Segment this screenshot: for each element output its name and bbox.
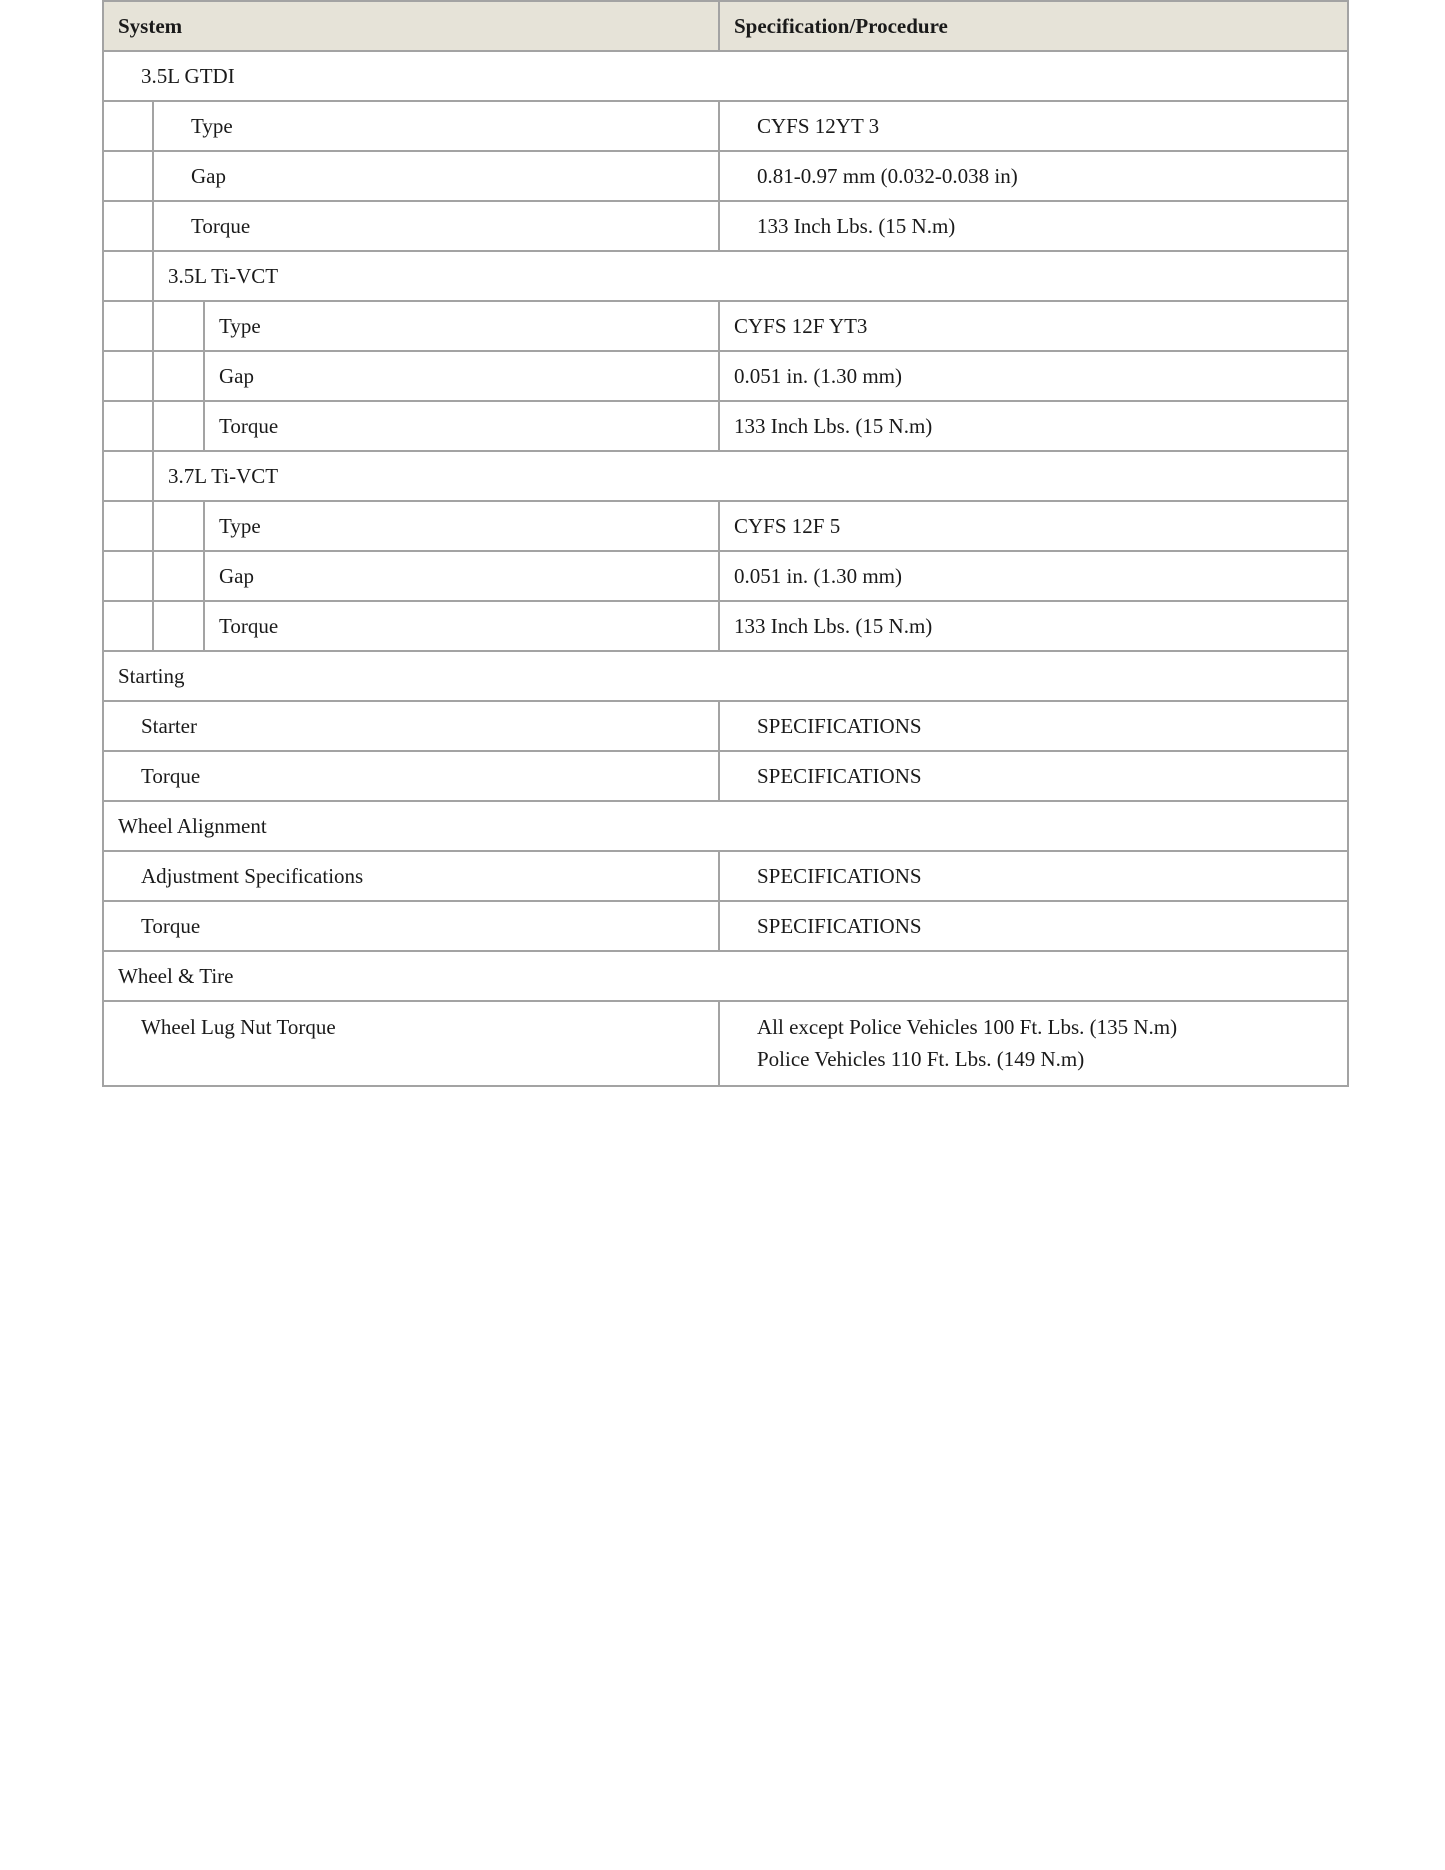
table-row <box>103 201 1348 251</box>
section-label: Wheel Alignment <box>103 801 1348 851</box>
table-row <box>103 351 1348 401</box>
section-label: Wheel & Tire <box>103 951 1348 1001</box>
section-row-starting <box>103 651 1348 701</box>
table-row <box>103 601 1348 651</box>
indent-cell <box>103 251 153 301</box>
indent-cell <box>103 351 153 401</box>
group-row-tivct-37 <box>103 451 1348 501</box>
row-value: 0.81-0.97 mm (0.032-0.038 in) <box>719 151 1348 201</box>
row-value: CYFS 12F 5 <box>719 501 1348 551</box>
row-label: Adjustment Specifications <box>103 851 719 901</box>
specifications-table <box>102 0 1349 1087</box>
indent-cell <box>153 301 204 351</box>
row-value <box>719 1001 1348 1086</box>
group-label: 3.7L Ti-VCT <box>153 451 1348 501</box>
row-value: 133 Inch Lbs. (15 N.m) <box>719 201 1348 251</box>
value-line: All except Police Vehicles 100 Ft. Lbs. (135 N.m) <box>757 1015 1178 1039</box>
row-value: SPECIFICATIONS <box>719 701 1348 751</box>
indent-cell <box>103 501 153 551</box>
table-row <box>103 101 1348 151</box>
row-value: 133 Inch Lbs. (15 N.m) <box>719 601 1348 651</box>
indent-cell <box>153 551 204 601</box>
indent-cell <box>103 551 153 601</box>
section-row-wheel-alignment <box>103 801 1348 851</box>
indent-cell <box>103 201 153 251</box>
row-value: CYFS 12F YT3 <box>719 301 1348 351</box>
row-label: Gap <box>153 151 719 201</box>
row-value: 0.051 in. (1.30 mm) <box>719 551 1348 601</box>
row-label: Starter <box>103 701 719 751</box>
indent-cell <box>103 451 153 501</box>
table-row <box>103 151 1348 201</box>
table-row <box>103 851 1348 901</box>
table-row <box>103 1001 1348 1086</box>
group-label: 3.5L GTDI <box>103 51 1348 101</box>
indent-cell <box>103 401 153 451</box>
row-label: Torque <box>153 201 719 251</box>
group-row-tivct-35 <box>103 251 1348 301</box>
row-value: 133 Inch Lbs. (15 N.m) <box>719 401 1348 451</box>
indent-cell <box>103 151 153 201</box>
row-value: SPECIFICATIONS <box>719 751 1348 801</box>
row-label: Type <box>204 301 719 351</box>
row-value: CYFS 12YT 3 <box>719 101 1348 151</box>
row-value: SPECIFICATIONS <box>719 851 1348 901</box>
indent-cell <box>153 501 204 551</box>
row-label: Torque <box>204 601 719 651</box>
header-system: System <box>103 1 719 51</box>
header-specification: Specification/Procedure <box>719 1 1348 51</box>
table-row <box>103 751 1348 801</box>
indent-cell <box>103 601 153 651</box>
value-line: Police Vehicles 110 Ft. Lbs. (149 N.m) <box>757 1047 1085 1071</box>
row-label: Torque <box>103 901 719 951</box>
row-label: Torque <box>103 751 719 801</box>
table-row <box>103 701 1348 751</box>
row-label: Wheel Lug Nut Torque <box>103 1001 719 1086</box>
row-value: 0.051 in. (1.30 mm) <box>719 351 1348 401</box>
row-value: SPECIFICATIONS <box>719 901 1348 951</box>
row-label: Type <box>204 501 719 551</box>
indent-cell <box>103 301 153 351</box>
table-row <box>103 901 1348 951</box>
table-row <box>103 501 1348 551</box>
row-label: Gap <box>204 551 719 601</box>
row-label: Torque <box>204 401 719 451</box>
table-row <box>103 551 1348 601</box>
group-row-gtdi <box>103 51 1348 101</box>
row-label: Gap <box>204 351 719 401</box>
indent-cell <box>153 351 204 401</box>
indent-cell <box>153 401 204 451</box>
table-row <box>103 401 1348 451</box>
group-label: 3.5L Ti-VCT <box>153 251 1348 301</box>
row-label: Type <box>153 101 719 151</box>
section-row-wheel-tire <box>103 951 1348 1001</box>
table-row <box>103 301 1348 351</box>
indent-cell <box>153 601 204 651</box>
table-header-row <box>103 1 1348 51</box>
section-label: Starting <box>103 651 1348 701</box>
indent-cell <box>103 101 153 151</box>
